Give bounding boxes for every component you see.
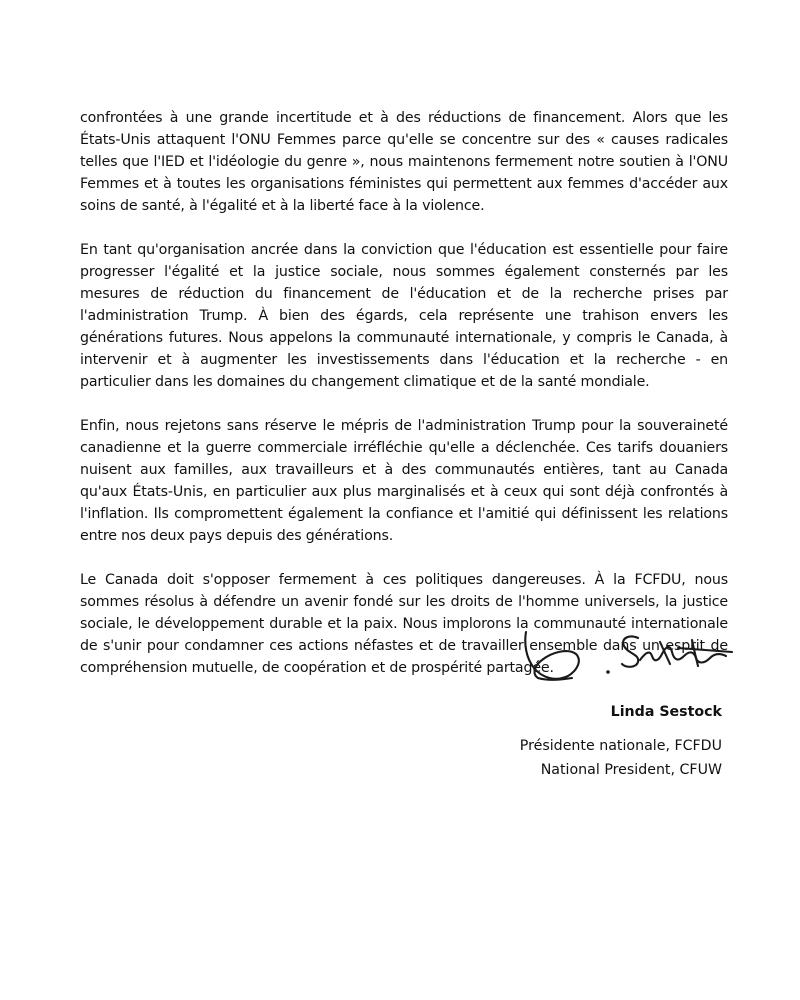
signature-block — [520, 700, 722, 782]
signer-name: Linda Sestock — [610, 704, 722, 720]
letter-body — [80, 107, 728, 701]
paragraph-4: Le Canada doit s'opposer fermement à ces politiques dangereuses. À la FCFDU, nous sommes résolus à défendre un avenir fondé sur les droits de l'homme universels, la justice sociale, le développement durable et la paix. Nous implorons la communauté internationale de s'unir pour condamner ces actions néfastes et de travailler ensemble dans un esprit de compréhension mutuelle, de coopération et de prospérité partagée. — [80, 572, 728, 676]
signer-title-en: National President, CFUW — [540, 762, 722, 778]
paragraph-2: En tant qu'organisation ancrée dans la conviction que l'éducation est essentielle pour faire progresser l'égalité et la justice sociale, nous sommes également consternés par les mesures de réduction du financement de l'éducation et de la recherche prises par l'administration Trump. À bien des égards, cela représente une trahison envers les générations futures. Nous appelons la communauté internationale, y compris le Canada, à intervenir et à augmenter les investissements dans l'éducation et la recherche - en particulier dans les domaines du changement climatique et de la santé mondiale. — [80, 242, 728, 390]
paragraph-3: Enfin, nous rejetons sans réserve le mépris de l'administration Trump pour la souveraineté canadienne et la guerre commerciale irréfléchie qu'elle a déclenchée. Ces tarifs douaniers nuisent aux familles, aux travailleurs et à des communautés entières, tant au Canada qu'aux États-Unis, en particulier aux plus marginalisés et à ceux qui sont déjà confrontés à l'inflation. Ils compromettent également la confiance et l'amitié qui définissent les relations entre nos deux pays depuis des générations. — [80, 418, 728, 544]
paragraph-1: confrontées à une grande incertitude et à des réductions de financement. Alors que les États-Unis attaquent l'ONU Femmes parce qu'elle se concentre sur des « causes radicales telles que l'IED et l'idéologie du genre », nous maintenons fermement notre soutien à l'ONU Femmes et à toutes les organisations féministes qui permettent aux femmes d'accéder aux soins de santé, à l'égalité et à la liberté face à la violence. — [80, 110, 728, 214]
handwritten-signature — [520, 618, 740, 698]
signer-title-fr: Présidente nationale, FCFDU — [519, 738, 722, 754]
